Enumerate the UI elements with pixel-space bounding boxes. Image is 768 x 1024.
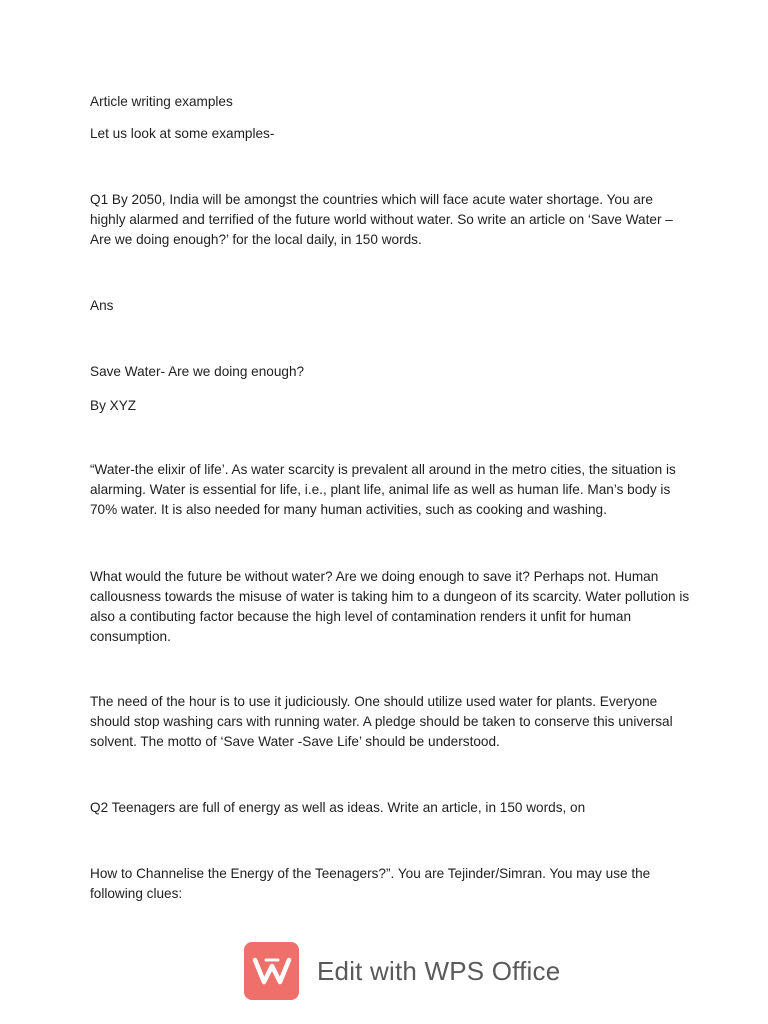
question-2-topic: How to Channelise the Energy of the Teenagers?”. You are Tejinder/Simran. You may use the following clues:	[90, 866, 651, 901]
paragraph-2: What would the future be without water? Are we doing enough to save it? Perhaps not. Human callousness towards the misuse of water is taking him to a dungeon of its scarcity. Water pollution is also a contibuting factor because the high level of contamination renders it unfit for human consumption.	[90, 569, 690, 644]
paragraph-1: “Water-the elixir of life’. As water scarcity is prevalent all around in the metro cities, the situation is alarming. Water is essential for life, i.e., plant life, animal life as well as human life. Man’s body is 70% water. It is also needed for many human activities, such as cooking and washing.	[90, 462, 676, 517]
question-2: Q2 Teenagers are full of energy as well as ideas. Write an article, in 150 words, on	[90, 800, 586, 815]
wps-edit-banner[interactable]	[244, 942, 560, 1000]
wps-w-glyph	[252, 954, 292, 988]
answer-label: Ans	[90, 298, 114, 313]
paragraph-3: The need of the hour is to use it judiciously. One should utilize used water for plants. Everyone should stop washing cars with running water. A pledge should be taken to conserve this universal solvent. The motto of ‘Save Water -Save Life’ should be understood.	[90, 694, 673, 749]
edit-with-wps-label[interactable]: Edit with WPS Office	[317, 955, 561, 986]
wps-logo-icon[interactable]	[244, 942, 299, 1000]
article-title: Save Water- Are we doing enough?	[90, 364, 305, 379]
byline: By XYZ	[90, 398, 137, 413]
document-title: Article writing examples	[90, 94, 233, 109]
intro-text: Let us look at some examples-	[90, 126, 275, 141]
question-1: Q1 By 2050, India will be amongst the countries which will face acute water shortage. You are highly alarmed and terrified of the future world without water. So write an article on ‘Save Water – Are we doing enough?’ for the local daily, in 150 words.	[90, 192, 673, 247]
